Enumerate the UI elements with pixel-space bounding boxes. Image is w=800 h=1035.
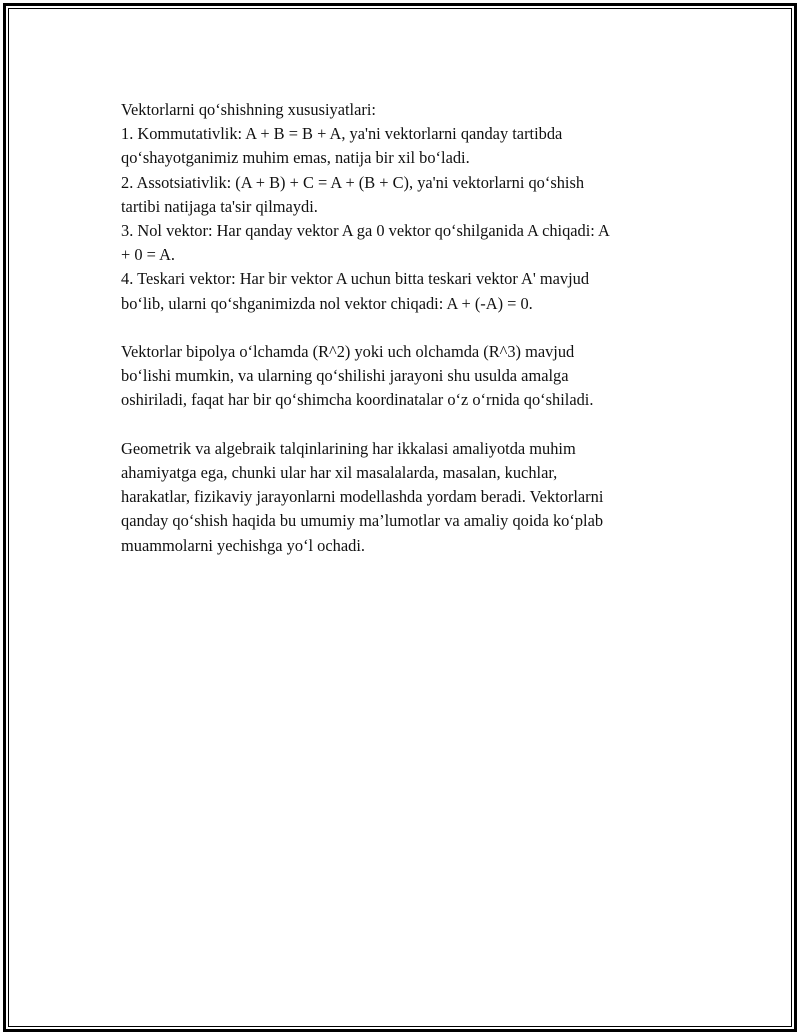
text-line: qanday qo‘shish haqida bu umumiy ma’lumotlar va amaliy qoida ko‘plab [121,511,604,531]
text-line: + 0 = A. [121,245,176,265]
text-line: bo‘lishi mumkin, va ularning qo‘shilishi jarayoni shu usulda amalga [121,366,569,386]
paragraph-spacer [121,316,686,340]
paragraph-dimensions [121,340,686,413]
text-line: qo‘shayotganimiz muhim emas, natija bir xil bo‘ladi. [121,148,470,168]
text-line: Vektorlarni qo‘shishning xususiyatlari: [121,100,376,119]
document-body [121,98,686,558]
paragraph-interpretations [121,437,686,558]
paragraph-spacer [121,413,686,437]
text-line: Vektorlar bipolya o‘lchamda (R^2) yoki uch olchamda (R^3) mavjud [121,342,575,362]
paragraph-vector-addition-properties [121,98,686,316]
text-line: 2. Assotsiativlik: (A + B) + C = A + (B + C), ya'ni vektorlarni qo‘shish [121,172,585,192]
text-line: harakatlar, fizikaviy jarayonlarni modellashda yordam beradi. Vektorlarni [121,487,604,507]
text-line: Geometrik va algebraik talqinlarining har ikkalasi amaliyotda muhim [121,438,576,458]
text-line: 3. Nol vektor: Har qanday vektor A ga 0 vektor qo‘shilganida A chiqadi: A [121,221,610,241]
text-line: 1. Kommutativlik: A + B = B + A, ya'ni vektorlarni qanday tartibda [121,124,563,144]
text-line: bo‘lib, ularni qo‘shganimizda nol vektor chiqadi: A + (-A) = 0. [121,293,533,313]
text-line: oshiriladi, faqat har bir qo‘shimcha koordinatalar o‘z o‘rnida qo‘shiladi. [121,390,594,410]
page-border [3,3,797,1032]
text-line: ahamiyatga ega, chunki ular har xil masalalarda, masalan, kuchlar, [121,463,558,483]
text-line: muammolarni yechishga yo‘l ochadi. [121,535,365,555]
text-line: 4. Teskari vektor: Har bir vektor A uchun bitta teskari vektor A' mavjud [121,269,590,289]
text-line: tartibi natijaga ta'sir qilmaydi. [121,196,318,216]
